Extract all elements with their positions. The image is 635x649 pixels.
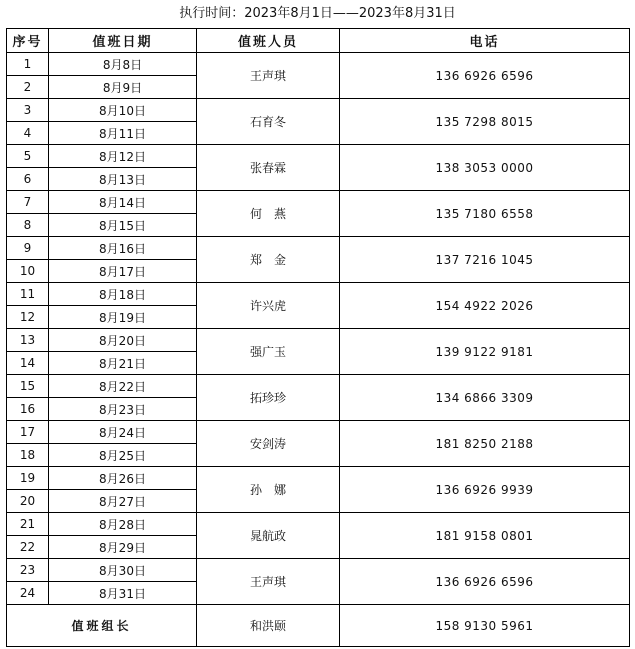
row-no: 22 [7,536,49,559]
table-row [7,283,630,306]
row-date: 8月25日 [49,444,197,467]
row-date: 8月10日 [49,99,197,122]
duty-phone: 138 3053 0000 [340,145,630,191]
table-row [7,559,630,582]
row-no: 24 [7,582,49,605]
row-no: 17 [7,421,49,444]
header-phone: 电话 [340,29,630,53]
row-no: 13 [7,329,49,352]
row-date: 8月20日 [49,329,197,352]
table-row [7,145,630,168]
row-no: 20 [7,490,49,513]
duty-roster-table [6,28,630,647]
roster-body [7,53,630,647]
row-date: 8月19日 [49,306,197,329]
row-date: 8月31日 [49,582,197,605]
table-row [7,53,630,76]
header-person: 值班人员 [197,29,340,53]
row-date: 8月11日 [49,122,197,145]
duty-person: 郑 金 [197,237,340,283]
row-no: 9 [7,237,49,260]
duty-person: 何 燕 [197,191,340,237]
header-no: 序号 [7,29,49,53]
row-date: 8月23日 [49,398,197,421]
table-row [7,329,630,352]
duty-person: 张春霖 [197,145,340,191]
duty-person: 许兴虎 [197,283,340,329]
duty-person: 王声琪 [197,53,340,99]
row-no: 21 [7,513,49,536]
duty-person: 安剑涛 [197,421,340,467]
row-no: 3 [7,99,49,122]
row-date: 8月12日 [49,145,197,168]
leader-phone: 158 9130 5961 [340,605,630,647]
table-row [7,513,630,536]
duty-phone: 136 6926 6596 [340,53,630,99]
duty-person: 拓珍珍 [197,375,340,421]
row-no: 15 [7,375,49,398]
duty-phone: 139 9122 9181 [340,329,630,375]
row-no: 8 [7,214,49,237]
row-no: 11 [7,283,49,306]
duty-phone: 181 8250 2188 [340,421,630,467]
row-no: 5 [7,145,49,168]
row-no: 14 [7,352,49,375]
table-row [7,99,630,122]
table-row [7,375,630,398]
duty-phone: 137 7216 1045 [340,237,630,283]
row-date: 8月22日 [49,375,197,398]
row-date: 8月9日 [49,76,197,99]
row-date: 8月30日 [49,559,197,582]
duty-person: 晁航政 [197,513,340,559]
duty-phone: 154 4922 2026 [340,283,630,329]
row-no: 18 [7,444,49,467]
row-date: 8月16日 [49,237,197,260]
leader-label: 值班组长 [7,605,197,647]
row-no: 12 [7,306,49,329]
row-no: 16 [7,398,49,421]
duty-person: 强广玉 [197,329,340,375]
duty-person: 石育冬 [197,99,340,145]
row-no: 4 [7,122,49,145]
row-date: 8月28日 [49,513,197,536]
row-date: 8月21日 [49,352,197,375]
row-date: 8月14日 [49,191,197,214]
row-no: 23 [7,559,49,582]
row-date: 8月17日 [49,260,197,283]
duty-phone: 136 6926 9939 [340,467,630,513]
row-date: 8月29日 [49,536,197,559]
leader-person: 和洪颐 [197,605,340,647]
row-no: 2 [7,76,49,99]
table-row [7,191,630,214]
duty-phone: 135 7180 6558 [340,191,630,237]
table-row [7,421,630,444]
row-date: 8月13日 [49,168,197,191]
duty-phone: 181 9158 0801 [340,513,630,559]
row-no: 1 [7,53,49,76]
row-no: 7 [7,191,49,214]
duty-person: 孙 娜 [197,467,340,513]
header-date: 值班日期 [49,29,197,53]
table-row [7,467,630,490]
row-no: 19 [7,467,49,490]
table-row [7,237,630,260]
duty-phone: 136 6926 6596 [340,559,630,605]
row-date: 8月26日 [49,467,197,490]
leader-row [7,605,630,647]
row-date: 8月8日 [49,53,197,76]
duty-person: 王声琪 [197,559,340,605]
row-no: 10 [7,260,49,283]
duty-phone: 134 6866 3309 [340,375,630,421]
page-title: 执行时间：2023年8月1日——2023年8月31日 [179,6,456,21]
row-date: 8月15日 [49,214,197,237]
duty-phone: 135 7298 8015 [340,99,630,145]
row-date: 8月27日 [49,490,197,513]
row-no: 6 [7,168,49,191]
header-row [7,29,630,53]
row-date: 8月18日 [49,283,197,306]
row-date: 8月24日 [49,421,197,444]
